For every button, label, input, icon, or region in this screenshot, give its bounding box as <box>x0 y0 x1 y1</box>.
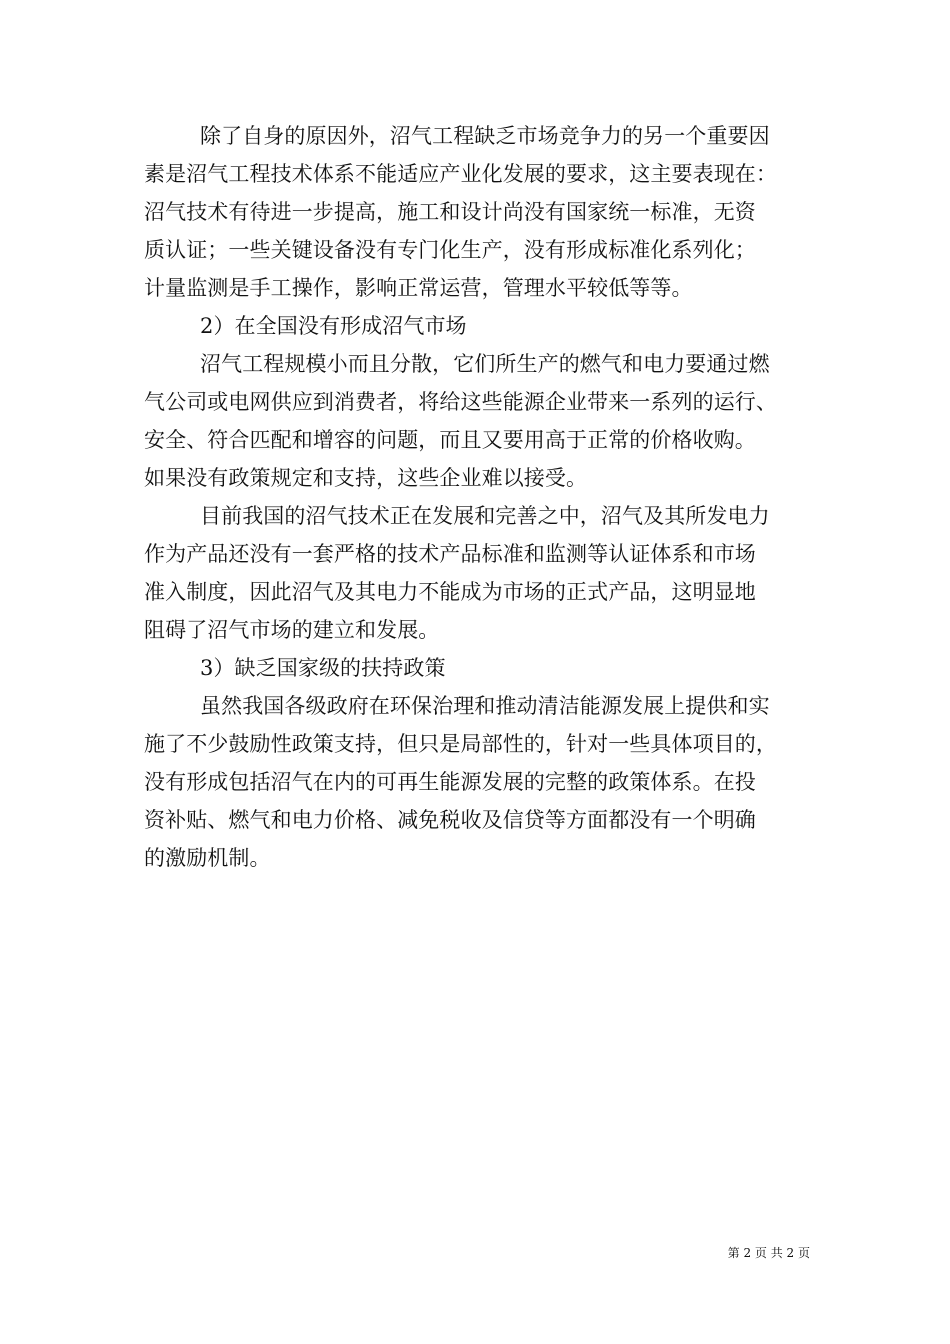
text-line: 质认证；一些关键设备没有专门化生产，没有形成标准化系列化； <box>144 238 756 262</box>
page-number-footer: 第 2 页 共 2 页 <box>727 1246 810 1260</box>
text-line: 如果没有政策规定和支持，这些企业难以接受。 <box>144 466 588 490</box>
text-line: 没有形成包括沼气在内的可再生能源发展的完整的政策体系。在投 <box>144 770 756 794</box>
text-line: 虽然我国各级政府在环保治理和推动清洁能源发展上提供和实 <box>200 694 770 718</box>
text-line: 安全、符合匹配和增容的问题，而且又要用高于正常的价格收购。 <box>144 428 756 452</box>
text-line: 沼气工程规模小而且分散，它们所生产的燃气和电力要通过燃 <box>200 352 770 376</box>
text-line: 阻碍了沼气市场的建立和发展。 <box>144 618 440 642</box>
text-line: 目前我国的沼气技术正在发展和完善之中，沼气及其所发电力 <box>200 504 770 528</box>
text-line: 作为产品还没有一套严格的技术产品标准和监测等认证体系和市场 <box>144 542 756 566</box>
text-line: 气公司或电网供应到消费者，将给这些能源企业带来一系列的运行、 <box>144 390 777 414</box>
text-line: 资补贴、燃气和电力价格、减免税收及信贷等方面都没有一个明确 <box>144 808 756 832</box>
text-line: 计量监测是手工操作，影响正常运营，管理水平较低等等。 <box>144 276 693 300</box>
text-line: 沼气技术有待进一步提高，施工和设计尚没有国家统一标准，无资 <box>144 200 756 224</box>
section-heading: 3）缺乏国家级的扶持政策 <box>200 656 446 680</box>
section-heading: 2）在全国没有形成沼气市场 <box>200 314 467 338</box>
text-line: 素是沼气工程技术体系不能适应产业化发展的要求，这主要表现在： <box>144 162 777 186</box>
text-line: 除了自身的原因外，沼气工程缺乏市场竞争力的另一个重要因 <box>200 124 770 148</box>
document-body <box>144 117 824 877</box>
text-line: 的激励机制。 <box>144 846 271 870</box>
text-line: 准入制度，因此沼气及其电力不能成为市场的正式产品，这明显地 <box>144 580 756 604</box>
text-line: 施了不少鼓励性政策支持，但只是局部性的，针对一些具体项目的， <box>144 732 777 756</box>
